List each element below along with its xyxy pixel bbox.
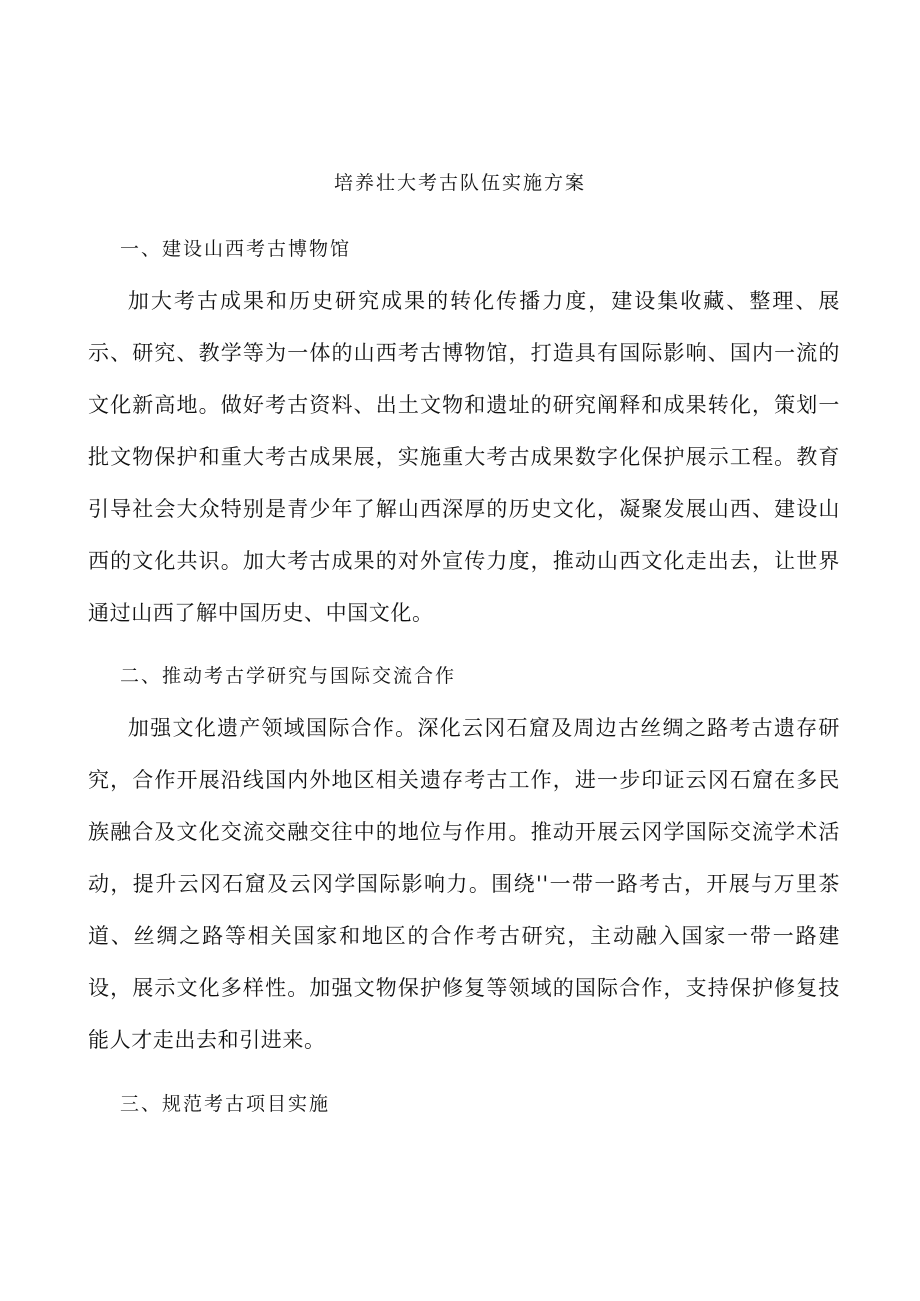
document-title: 培养壮大考古队伍实施方案 (333, 172, 586, 194)
section-heading-1: 一、建设山西考古博物馆 (120, 238, 352, 260)
section-heading-2: 二、推动考古学研究与国际交流合作 (120, 665, 457, 687)
section-heading-3: 三、规范考古项目实施 (120, 1093, 331, 1115)
section-body-2: 加强文化遗产领域国际合作。深化云冈石窟及周边古丝绸之路考古遗存研究，合作开展沿线国内外地区相关遗存考古工作，进一步印证云冈石窟在多民族融合及文化交流交融交往中的地位与作用。推动开展云冈学国际交流学术活动，提升云冈石窟及云冈学国际影响力。围绕''一带一路考古，开展与万里茶道、丝绸之路等相关国家和地区的合作考古研究，主动融入国家一带一路建设，展示文化多样性。加强文物保护修复等领域的国际合作，支持保护修复技能人才走出去和引进来。 (88, 716, 840, 1052)
section-body-1: 加大考古成果和历史研究成果的转化传播力度，建设集收藏、整理、展示、研究、教学等为一体的山西考古博物馆，打造具有国际影响、国内一流的文化新高地。做好考古资料、出土文物和遗址的研究阐释和成果转化，策划一批文物保护和重大考古成果展，实施重大考古成果数字化保护展示工程。教育引导社会大众特别是青少年了解山西深厚的历史文化，凝聚发展山西、建设山西的文化共识。加大考古成果的对外宣传力度，推动山西文化走出去，让世界通过山西了解中国历史、中国文化。 (88, 289, 840, 625)
